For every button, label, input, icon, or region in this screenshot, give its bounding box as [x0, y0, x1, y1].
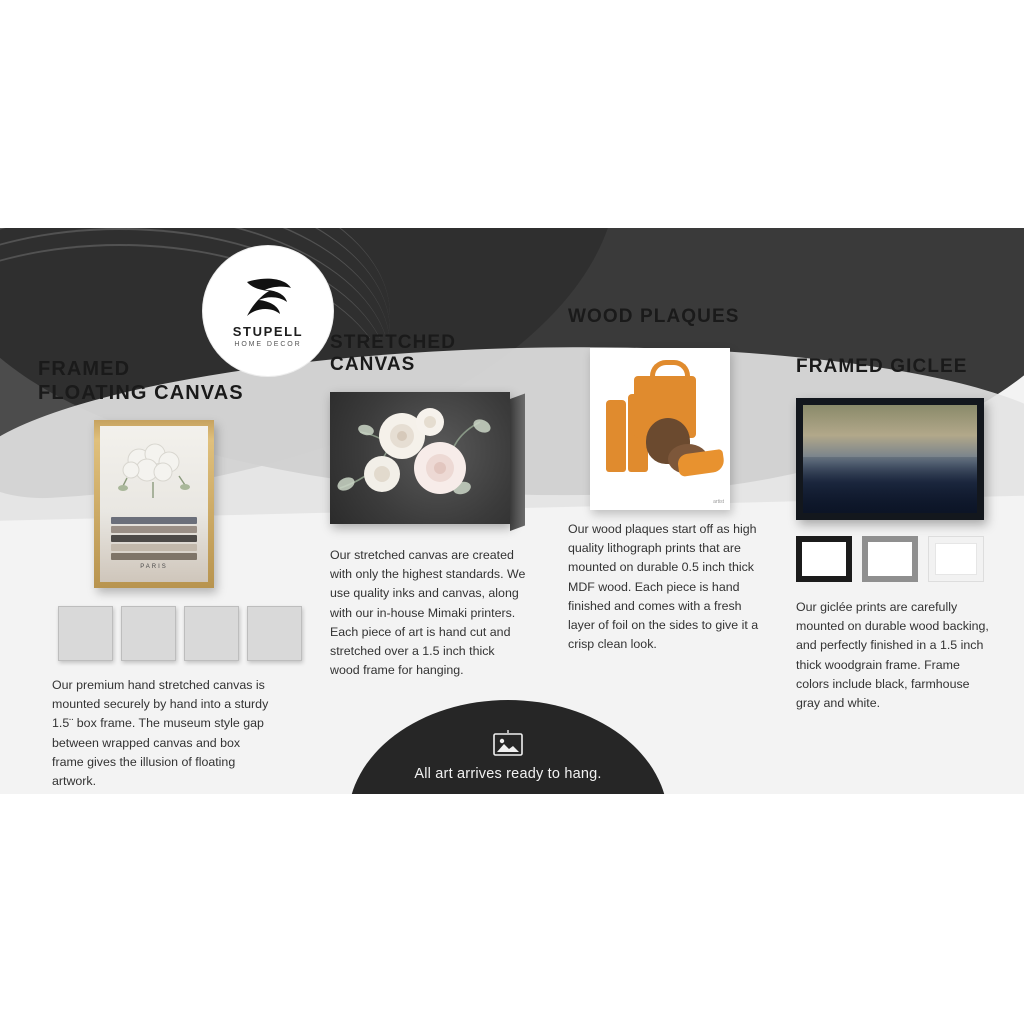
section-title: FRAMED GICLEE	[796, 356, 968, 377]
orange-boot-left	[606, 400, 626, 472]
gray-frame-sample	[862, 536, 918, 582]
stretched-canvas-artwork	[330, 392, 526, 532]
black-frame-swatch	[184, 606, 239, 661]
section-description: Our premium hand stretched canvas is mounted securely by hand into a sturdy 1.5¨ box frame. The museum style gap between wrapped canvas and box frame gives the illusion of floating artwork.	[52, 678, 269, 789]
section-description: Our wood plaques start off as high quality lithograph prints that are mounted on durable 0.5 inch thick MDF wood. Each piece is hand finished and comes with a fresh layer of foil on the sides to give it a crisp clean look.	[568, 522, 759, 652]
section-title: FRAMED FLOATING CANVAS	[38, 358, 244, 404]
hydrangea-bouquet-icon	[117, 442, 191, 504]
black-frame-sample	[796, 536, 852, 582]
framed-floating-canvas-artwork	[94, 420, 214, 588]
canvas-depth-side	[510, 394, 525, 531]
gray-frame-swatch	[121, 606, 176, 661]
giclee-frame-samples	[796, 536, 984, 582]
white-roses-icon	[330, 392, 510, 524]
wood-plaque-artwork	[590, 348, 730, 510]
brand-name: STUPELL	[232, 324, 304, 339]
brand-tagline: HOME DECOR	[234, 341, 302, 348]
frame-color-swatches	[58, 606, 302, 661]
ribbon-text: All art arrives ready to hang.	[414, 766, 602, 782]
framed-giclee-artwork	[796, 398, 984, 520]
ready-to-hang-ribbon	[348, 700, 668, 794]
artist-signature: artist	[713, 499, 724, 505]
section-title: STRETCHED CANVAS	[330, 332, 457, 376]
artwork-caption: PARIS	[140, 564, 168, 570]
section-stretched-canvas	[330, 332, 530, 678]
brand-logo-badge	[203, 246, 333, 376]
section-wood-plaques	[568, 306, 764, 652]
bronze-frame-swatch	[247, 606, 302, 661]
white-frame-sample	[928, 536, 984, 582]
info-panel	[0, 228, 1024, 794]
gold-frame-swatch	[58, 606, 113, 661]
swan-logo-icon	[239, 274, 297, 322]
section-description: Our giclée prints are carefully mounted on durable wood backing, and perfectly finished in a 1.5 inch thick woodgrain frame. Frame colors include black, farmhouse gray and white.	[796, 600, 989, 711]
section-framed-giclee	[796, 356, 996, 711]
framed-picture-icon	[490, 728, 526, 758]
section-description: Our stretched canvas are created with only the highest standards. We use quality inks and canvas, along with our in-house Mimaki printers. Each piece of art is hand cut and stretched over a 1.5 inch thick wood frame for hanging.	[330, 548, 526, 678]
stacked-books-graphic	[111, 515, 197, 560]
section-framed-floating-canvas	[38, 358, 290, 789]
section-title: WOOD PLAQUES	[568, 306, 740, 327]
